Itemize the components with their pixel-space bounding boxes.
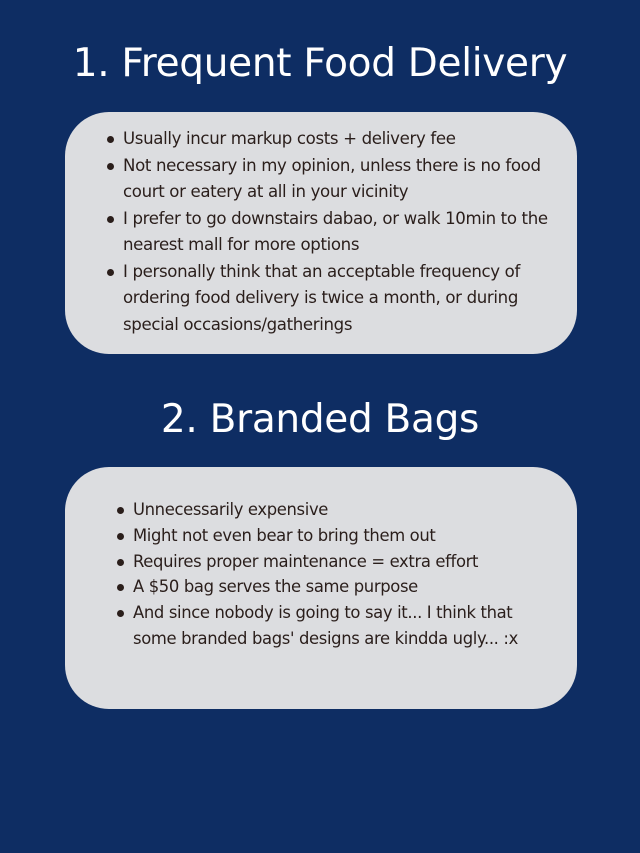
branded-bags-card [65, 467, 577, 709]
bullet-item: Not necessary in my opinion, unless there is no food court or eatery at all in your vicinity [123, 153, 557, 206]
branded-bags-bullet-list [115, 497, 557, 652]
section-title-branded-bags: 2. Branded Bags [160, 397, 480, 442]
bullet-item: And since nobody is going to say it... I think that some branded bags' designs are kindda ugly... :x [133, 600, 557, 652]
bullet-item: Requires proper maintenance = extra effort [133, 549, 557, 575]
bullet-item: Unnecessarily expensive [133, 497, 557, 523]
bullet-item: I prefer to go downstairs dabao, or walk 10min to the nearest mall for more options [123, 206, 557, 259]
bullet-item: I personally think that an acceptable frequency of ordering food delivery is twice a month, or during special occasions/gatherings [123, 259, 557, 339]
bullet-item: Usually incur markup costs + delivery fee [123, 126, 557, 153]
food-delivery-bullet-list [105, 126, 557, 338]
food-delivery-card [65, 112, 577, 354]
bullet-item: Might not even bear to bring them out [133, 523, 557, 549]
bullet-item: A $50 bag serves the same purpose [133, 574, 557, 600]
section-title-food-delivery: 1. Frequent Food Delivery [72, 41, 568, 86]
